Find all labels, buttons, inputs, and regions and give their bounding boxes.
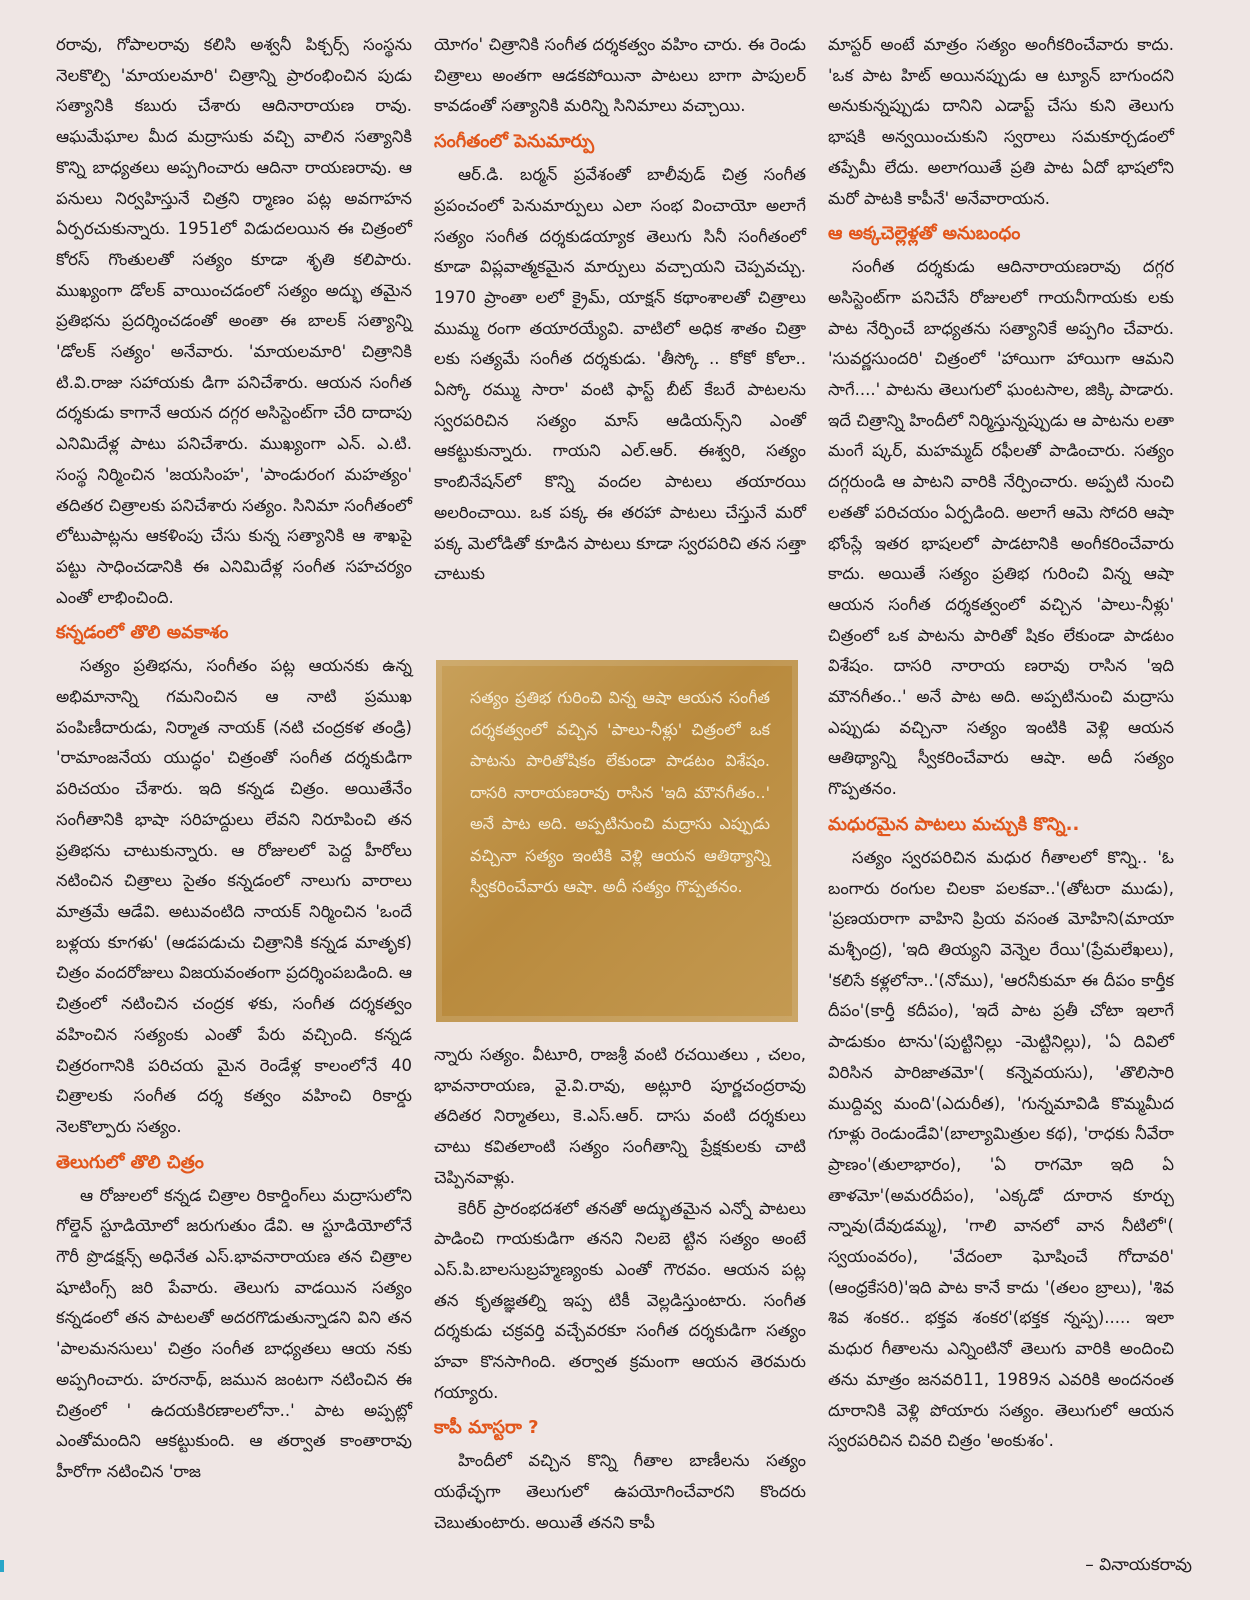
section-heading: మధురమైన పాటలు మచ్చుకి కొన్ని.. (828, 813, 1080, 835)
article-column-2 (434, 30, 806, 590)
section-heading: కన్నడంలో తొలి అవకాశం (56, 622, 229, 644)
paragraph: సత్యం ప్రతిభను, సంగీతం పట్ల ఆయనకు ఉన్న అభిమానాన్ని గమనించిన ఆ నాటి ప్రముఖ పంపిణీదారుడు, నిర్మాత నాయక్ (నటి చంద్రకళ తండ్రి) 'రామాంజనేయ యుద్ధం' చిత్రంతో సంగీత దర్శకుడిగా పరిచయం చేశారు. ఇది కన్నడ చిత్రం. అయితేనేం సంగీతానికి భాషా సరిహద్దులు లేవని నిరూపించి తన ప్రతిభను చాటుకున్నారు. ఆ రోజులలో పెద్ద హీరోలు నటించిన చిత్రాలు సైతం కన్నడంలో నాలుగు వారాలు మాత్రమే ఆడేవి. అటువంటిది నాయక్ నిర్మించిన 'ఒందే బళ్లయ కూగళు' (ఆడపడుచు చిత్రానికి కన్నడ మాతృక) చిత్రం వందరోజులు విజయవంతంగా ప్రదర్శింపబడింది. ఆ చిత్రంలో నటించిన చంద్రక ళకు, సంగీత దర్శకత్వం వహించిన సత్యంకు ఎంతో పేరు వచ్చింది. కన్నడ చిత్రరంగానికి పరిచయ మైన రెండేళ్ల కాలంలోనే 40 చిత్రాలకు సంగీత దర్శ కత్వం వహించి రికార్డు నెలకొల్పారు సత్యం. (56, 656, 412, 1136)
paragraph: ఆ రోజులలో కన్నడ చిత్రాల రికార్డింగ్‌లు మద్రాసులోని గోల్డెన్ స్టూడియోలో జరుగుతుం డేవి. ఆ స్టూడియోలోనే గౌరీ ప్రొడక్షన్స్ అధినేత ఎస్.భావనారాయణ తన చిత్రాల షూటింగ్స్ జరి పేవారు. తెలుగు వాడయిన సత్యం కన్నడంలో తన పాటలతో అదరగొడుతున్నాడని విని తన 'పాలమనసులు' చిత్రం సంగీత బాధ్యతలు ఆయ నకు అప్పగించారు. హరనాథ్, జమున జంటగా నటించిన ఈ చిత్రంలో ' ఉదయకిరణాలలోనా..' పాట అప్పట్లో ఎంతోమందిని ఆకట్టుకుంది. ఆ తర్వాత కాంతారావు హీరోగా నటించిన 'రాజ (56, 1185, 412, 1481)
paragraph: సత్యం స్వరపరిచిన మధుర గీతాలలో కొన్ని.. 'ఓ బంగారు రంగుల చిలకా పలకవా..'(తోటరా ముడు), 'ప్రణయరాగా వాహిని ప్రియ వసంత మోహిని(మాయా మశ్చీంద్ర), 'ఇది తియ్యని వెన్నెల రేయి'(ప్రేమలేఖలు), 'కలిసే కళ్లలోనా..'(నోము), 'ఆరనీకుమా ఈ దీపం కార్తీక దీపం'(కార్తీ కదీపం), 'ఇదే పాట ప్రతీ చోటా ఇలాగే పాడుకుం టాను'(పుట్టినిల్లు -మెట్టినిల్లు), 'ఏ దివిలో విరిసిన పారిజాతమో'( కన్నెవయసు), 'తొలిసారి ముద్దివ్వ మంది'(ఎదురీత), 'గున్నమావిడి కొమ్మమీద గూళ్లు రెండుండేవి'(బాల్యామిత్రుల కథ), 'రాధకు నీవేరా ప్రాణం'(తులాభారం), 'ఏ రాగమో ఇది ఏ తాళమో'(అమరదీపం), 'ఎక్కడో దూరాన కూర్చు న్నావు(దేవుడమ్మ), 'గాలి వానలో వాన నీటిలో'( స్వయంవరం), 'వేదంలా ఘోషించే గోదావరి' (ఆంధ్రకేసరి)'ఇది పాట కానే కాదు '(తలం బ్రాలు), 'శివ శివ శంకర.. భక్తవ శంకర'(భక్తక న్నప్ప)..... ఇలా మధుర గీతాలను ఎన్నింటినో తెలుగు వారికి అందించి తను మాత్రం జనవరి11, 1989న ఎవరికి అందనంత దూరానికి వెళ్లి పోయారు సత్యం. తెలుగులో ఆయన స్వరపరిచిన చివరి చిత్రం 'అంకుశం'. (828, 847, 1174, 1451)
article-column-2-continued (434, 1040, 806, 1539)
paragraph: కెరీర్ ప్రారంభదశలో తనతో అద్భుతమైన ఎన్నో పాటలు పాడించి గాయకుడిగా తనని నిలబె ట్టిన సత్యం అంటే ఎస్.పి.బాలసుబ్రహ్మణ్యంకు ఎంతో గౌరవం. ఆయన పట్ల తన కృతజ్ఞతల్ని ఇప్ప టికీ వెల్లడిస్తుంటారు. సంగీత దర్శకుడు చక్రవర్తి వచ్చేవరకూ సంగీత దర్శకుడిగా సత్యం హవా కొనసాగింది. తర్వాత క్రమంగా ఆయన తెరమరు గయ్యారు. (434, 1198, 806, 1402)
paragraph: న్నారు సత్యం. వీటూరి, రాజశ్రీ వంటి రచయితలు , చలం, భావనారాయణ, వై.వి.రావు, అట్లూరి పూర్ణచంద్రరావు తదితర నిర్మాతలు, కె.ఎస్.ఆర్. దాసు వంటి దర్శకులు చాటు కవితలాంటి సత్యం సంగీతాన్ని ప్రేక్షకులకు చాటి చెప్పినవాళ్లు. (434, 1045, 806, 1187)
author-byline: – వినాయకరావు (1085, 1555, 1192, 1575)
paragraph: ఆర్.డి. బర్మన్ ప్రవేశంతో బాలీవుడ్ చిత్ర సంగీత ప్రపంచంలో పెనుమార్పులు ఎలా సంభ వించాయో అలాగే సత్యం సంగీత దర్శకుడయ్యాక తెలుగు సినీ సంగీతంలో కూడా విప్లవాత్మకమైన మార్పులు వచ్చాయని చెప్పవచ్చు. 1970 ప్రాంతా లలో క్రైమ్, యాక్షన్ కథాంశాలతో చిత్రాలు ముమ్మ రంగా తయారయ్యేవి. వాటిలో అధిక శాతం చిత్రా లకు సత్యమే సంగీత దర్శకుడు. 'తీస్కో .. కోకో కోలా.. ఏస్కో రమ్ము సారా' వంటి ఫాస్ట్ బీట్ కేబరే పాటలను స్వరపరిచిన సత్యం మాస్ ఆడియన్స్‌ని ఎంతో ఆకట్టుకున్నారు. గాయని ఎల్.ఆర్. ఈశ్వరి, సత్యం కాంబినేషన్‌లో కొన్ని వందల పాటలు తయారయి అలరించాయి. ఒక పక్క ఈ తరహా పాటలు చేస్తునే మరో పక్క మెలోడితో కూడిన పాటలు కూడా స్వరపరిచి తన సత్తా చాటుకు (434, 165, 806, 584)
pull-quote-text: సత్యం ప్రతిభ గురించి విన్న ఆషా ఆయన సంగీత దర్శకత్వంలో వచ్చిన 'పాలు-నీళ్లు' చిత్రంలో ఒక పాటను పారితోషికం లేకుండా పాడటం విశేషం. దాసరి నారాయణరావు రాసిన 'ఇది మౌనగీతం..' అనే పాట అది. అప్పటినుంచి మద్రాసు ఎప్పుడు వచ్చినా సత్యం ఇంటికి వెళ్లి ఆయన ఆతిథ్యాన్ని స్వీకరించేవారు ఆషా. అదీ సత్యం గొప్పతనం. (470, 688, 770, 896)
section-heading: తెలుగులో తొలి చిత్రం (56, 1151, 204, 1173)
paragraph: రరావు, గోపాలరావు కలిసి అశ్వనీ పిక్చర్స్ సంస్థను నెలకొల్పి 'మాయలమారి' చిత్రాన్ని ప్రారంభించిన పుడు సత్యానికి కబురు చేశారు ఆదినారాయణ రావు. ఆఘమేఘాల మీద మద్రాసుకు వచ్చి వాలిన సత్యానికి కొన్ని బాధ్యతలు అప్పగించారు ఆదినా రాయణరావు. ఆ పనులు నిర్వహిస్తునే చిత్రని ర్మాణం పట్ల అవగాహన ఏర్పరచుకున్నారు. 1951లో విడుదలయిన ఈ చిత్రంలో కోరస్ గొంతులతో సత్యం కూడా శృతి కలిపారు. ముఖ్యంగా డోలక్ వాయించడంలో సత్యం అద్భు తమైన ప్రతిభను ప్రదర్శించడంతో అంతా ఈ బాలక్ సత్యాన్ని 'డోలక్ సత్యం' అనేవారు. 'మాయలమారి' చిత్రానికి టి.వి.రాజు సహాయకు డిగా పనిచేశారు. ఆయన సంగీత దర్శకుడు కాగానే ఆయన దగ్గర అసిస్టెంట్‌గా చేరి దాదాపు ఎనిమిదేళ్ల పాటు పనిచేశారు. ముఖ్యంగా ఎన్. ఎ.టి. సంస్థ నిర్మించిన 'జయసింహ', 'పాండురంగ మహత్యం' తదితర చిత్రాలకు పనిచేశారు సత్యం. సినిమా సంగీతంలో లోటుపాట్లను ఆకళింపు చేసు కున్న సత్యానికి ఆ శాఖపై పట్టు సాధించడానికి ఈ ఎనిమిదేళ్ల సంగీత సహచర్యం ఎంతో లాభించింది. (56, 35, 412, 607)
paragraph: యోగం' చిత్రానికి సంగీత దర్శకత్వం వహిం చారు. ఈ రెండు చిత్రాలు అంతగా ఆడకపోయినా పాటలు బాగా పాపులర్ కావడంతో సత్యానికి మరిన్ని సినిమాలు వచ్చాయి. (434, 35, 806, 116)
paragraph: హిందీలో వచ్చిన కొన్ని గీతాల బాణీలను సత్యం యథేచ్ఛగా తెలుగులో ఉపయోగించేవారని కొందరు చెబుతుంటారు. అయితే తనని కాపీ (434, 1451, 806, 1532)
paragraph: సంగీత దర్శకుడు ఆదినారాయణరావు దగ్గర అసిస్టెంట్‌గా పనిచేసే రోజులలో గాయనీగాయకు లకు పాట నేర్పించే బాధ్యతను సత్యానికే అప్పగిం చేవారు. 'సువర్ణసుందరి' చిత్రంలో 'హాయిగా హాయిగా ఆమని సాగే....' పాటను తెలుగులో ఘంటసాల, జిక్కి పాడారు. ఇదే చిత్రాన్ని హిందీలో నిర్మిస్తున్నప్పుడు ఆ పాటను లతా మంగే ష్కర్, మహమ్మద్ రఫీలతో పాడించారు. సత్యం దగ్గరుండి ఆ పాటని వారికి నేర్పించారు. అప్పటి నుంచి లతతో పరిచయం ఏర్పడింది. అలాగే ఆమె సోదరి ఆషా భోంస్లే ఇతర భాషలలో పాడటానికి అంగీకరించేవారు కాదు. అయితే సత్యం ప్రతిభ గురించి విన్న ఆషా ఆయన సంగీత దర్శకత్వంలో వచ్చిన 'పాలు-నీళ్లు' చిత్రంలో ఒక పాటను పారితో షికం లేకుండా పాడటం విశేషం. దాసరి నారాయ ణరావు రాసిన 'ఇది మౌనగీతం..' అనే పాట అది. అప్పటినుంచి మద్రాసు ఎప్పుడు వచ్చినా సత్యం ఇంటికి వెళ్లి ఆయన ఆతిథ్యాన్ని స్వీకరించేవారు ఆషా. అదీ సత్యం గొప్పతనం. (828, 257, 1174, 799)
section-heading: సంగీతంలో పెనుమార్పు (434, 131, 595, 153)
paragraph: మాస్టర్ అంటే మాత్రం సత్యం అంగీకరించేవారు కాదు. 'ఒక పాట హిట్ అయినప్పుడు ఆ ట్యూన్ బాగుందని అనుకున్నప్పుడు దానిని ఎడాప్ట్ చేసు కుని తెలుగు భాషకి అన్వయించుకుని స్వరాలు సమకూర్చడంలో తప్పేమీ లేదు. అలాగయితే ప్రతి పాట ఏదో భాషలోని మరో పాటకి కాపీనే' అనేవారాయన. (828, 35, 1174, 208)
article-column-1 (56, 30, 412, 1488)
edge-mark (0, 1560, 4, 1572)
section-heading: కాపీ మాస్టరా ? (434, 1417, 539, 1439)
pull-quote-box (436, 660, 798, 1022)
article-column-3 (828, 30, 1174, 1457)
section-heading: ఆ అక్కచెల్లెళ్లతో అనుబంధం (828, 223, 1021, 245)
